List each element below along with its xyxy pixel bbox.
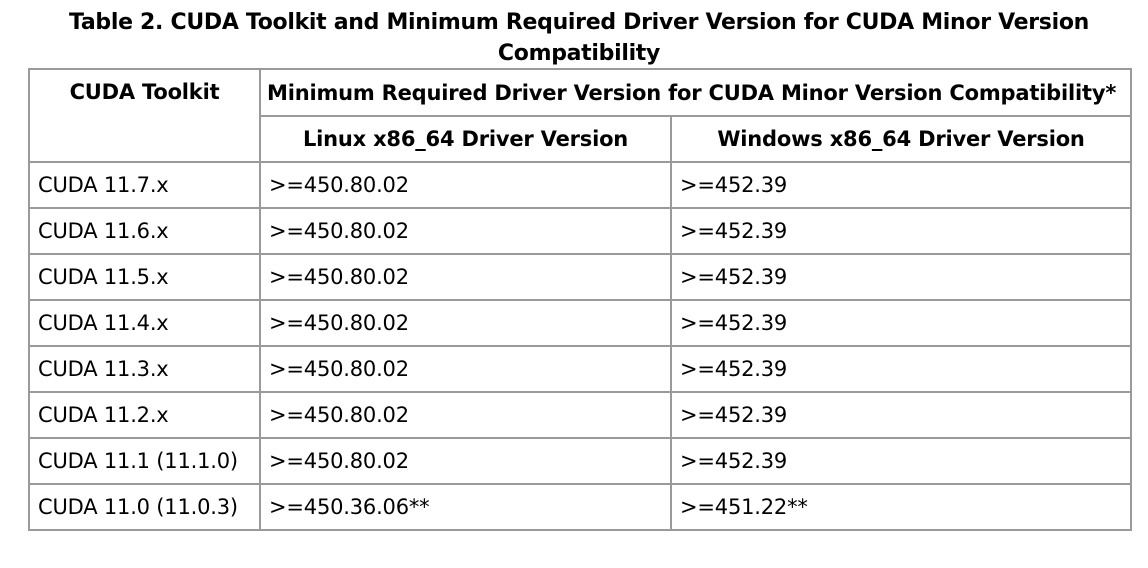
- cell-toolkit: CUDA 11.5.x: [29, 254, 260, 300]
- cell-toolkit: CUDA 11.6.x: [29, 208, 260, 254]
- table-caption: Table 2. CUDA Toolkit and Minimum Required Driver Version for CUDA Minor Version Compatibility: [68, 10, 1090, 66]
- cell-windows-version: >=451.22**: [671, 484, 1131, 530]
- table-row: [29, 208, 1131, 254]
- table-row: [29, 162, 1131, 208]
- table-row: [29, 346, 1131, 392]
- cell-windows-version: >=452.39: [671, 346, 1131, 392]
- table-row: [29, 484, 1131, 530]
- cell-linux-version: >=450.36.06**: [260, 484, 671, 530]
- cell-windows-version: >=452.39: [671, 438, 1131, 484]
- table-row: [29, 254, 1131, 300]
- cell-toolkit: CUDA 11.4.x: [29, 300, 260, 346]
- cell-toolkit: CUDA 11.0 (11.0.3): [29, 484, 260, 530]
- header-cuda-toolkit: CUDA Toolkit: [29, 69, 260, 162]
- table-row: [29, 392, 1131, 438]
- cell-windows-version: >=452.39: [671, 254, 1131, 300]
- cell-linux-version: >=450.80.02: [260, 346, 671, 392]
- cell-toolkit: CUDA 11.7.x: [29, 162, 260, 208]
- table-row: [29, 438, 1131, 484]
- cell-linux-version: >=450.80.02: [260, 392, 671, 438]
- header-row-primary: [29, 69, 1131, 116]
- cell-windows-version: >=452.39: [671, 162, 1131, 208]
- cell-linux-version: >=450.80.02: [260, 438, 671, 484]
- cell-windows-version: >=452.39: [671, 208, 1131, 254]
- table-row: [29, 300, 1131, 346]
- cell-linux-version: >=450.80.02: [260, 300, 671, 346]
- header-minimum-required-driver: Minimum Required Driver Version for CUDA Minor Version Compatibility*: [260, 69, 1131, 116]
- cell-toolkit: CUDA 11.2.x: [29, 392, 260, 438]
- cell-windows-version: >=452.39: [671, 300, 1131, 346]
- header-windows-driver-version: Windows x86_64 Driver Version: [671, 116, 1131, 162]
- cell-toolkit: CUDA 11.3.x: [29, 346, 260, 392]
- table-body: [29, 162, 1131, 530]
- cuda-compatibility-table: [28, 68, 1132, 531]
- cell-linux-version: >=450.80.02: [260, 254, 671, 300]
- cell-windows-version: >=452.39: [671, 392, 1131, 438]
- table-header: [29, 69, 1131, 162]
- cell-toolkit: CUDA 11.1 (11.1.0): [29, 438, 260, 484]
- cell-linux-version: >=450.80.02: [260, 208, 671, 254]
- header-linux-driver-version: Linux x86_64 Driver Version: [260, 116, 671, 162]
- cell-linux-version: >=450.80.02: [260, 162, 671, 208]
